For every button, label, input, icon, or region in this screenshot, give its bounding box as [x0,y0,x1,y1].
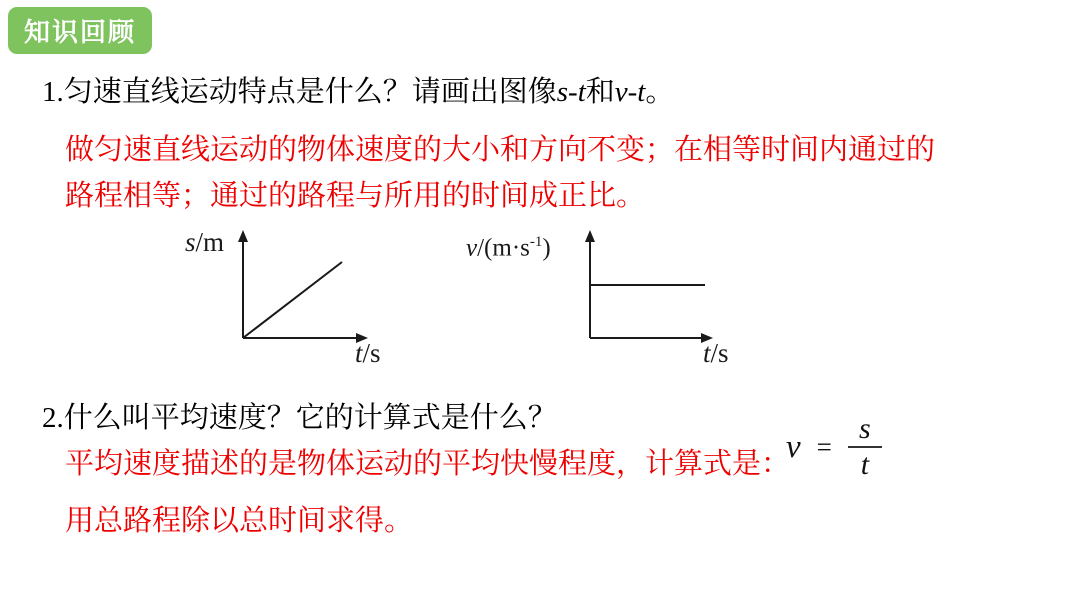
question-1-number: 1. [42,76,64,108]
title-badge: 知识回顾 [8,7,152,54]
formula-numerator: s [859,412,871,445]
st-y-axis-label [185,227,224,258]
question-2 [42,395,557,436]
question-1-conjunction: 和 [585,76,615,108]
question-1 [42,69,674,110]
st-x-unit: /s [362,338,381,368]
answer-1-line-1: 做匀速直线运动的物体速度的大小和方向不变；在相等时间内通过的 [65,134,936,166]
formula-lhs: v [786,428,801,465]
vt-x-var: t [703,338,711,368]
graph1-name: s-t [556,76,586,108]
question-2-number: 2. [42,402,64,434]
st-y-axis-arrow [238,230,248,242]
st-x-var: t [355,338,363,368]
vt-y-axis-label [466,234,551,262]
vt-y-var: v [466,234,478,262]
vt-y-unit-superscript: -1 [529,234,543,250]
vt-x-unit: /s [710,338,729,368]
vt-y-unit-suffix: ) [542,234,551,262]
vt-y-axis-arrow [585,230,595,242]
answer-2-line-1: 平均速度描述的是物体运动的平均快慢程度，计算式是： [65,448,791,480]
formula-equals-sign: = [816,431,832,462]
vt-y-unit-prefix: /(m·s [477,234,530,262]
average-speed-formula [786,412,882,482]
st-data-line [243,262,342,338]
st-y-var: s [185,227,196,257]
formula-denominator: t [860,448,870,481]
graph2-name: v-t [614,76,646,108]
question-1-text: 匀速直线运动特点是什么？请画出图像 [63,76,557,108]
answer-2-line-2: 用总路程除以总时间求得。 [65,505,414,537]
question-1-period: 。 [645,76,675,108]
vt-x-axis-label [703,338,729,369]
question-2-text: 什么叫平均速度？它的计算式是什么？ [63,402,557,434]
st-x-axis-label [355,338,381,369]
answer-1-line-2: 路程相等；通过的路程与所用的时间成正比。 [65,180,646,212]
st-y-unit: /m [195,227,225,257]
formula-fraction [848,412,882,482]
